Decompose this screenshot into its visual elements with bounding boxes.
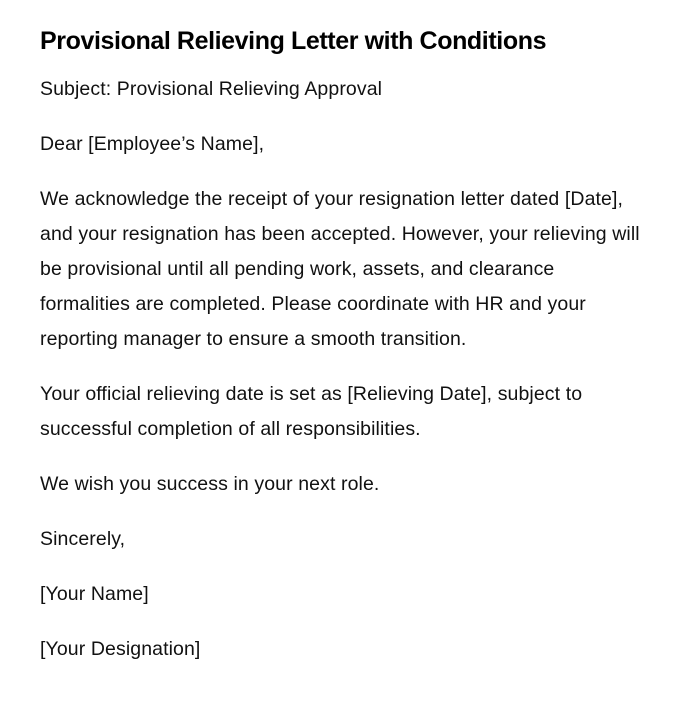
body-paragraph-wishes: We wish you success in your next role. <box>40 473 380 495</box>
body-paragraph-relieving-date: Your official relieving date is set as [Relieving Date], subject to successful completion of all responsibilities. <box>40 383 583 440</box>
closing: Sincerely, <box>40 528 126 550</box>
document-title: Provisional Relieving Letter with Conditions <box>40 27 547 55</box>
signature-designation: [Your Designation] <box>40 638 201 660</box>
letter-document <box>40 24 640 687</box>
signature-name: [Your Name] <box>40 583 149 605</box>
subject-line: Subject: Provisional Relieving Approval <box>40 78 383 100</box>
body-paragraph-acknowledgement: We acknowledge the receipt of your resignation letter dated [Date], and your resignation has been accepted. However, your relieving will be provisional until all pending work, assets, and clearance formalities are completed. Please coordinate with HR and your reporting manager to ensure a smooth transition. <box>40 188 640 350</box>
salutation: Dear [Employee’s Name], <box>40 133 265 155</box>
